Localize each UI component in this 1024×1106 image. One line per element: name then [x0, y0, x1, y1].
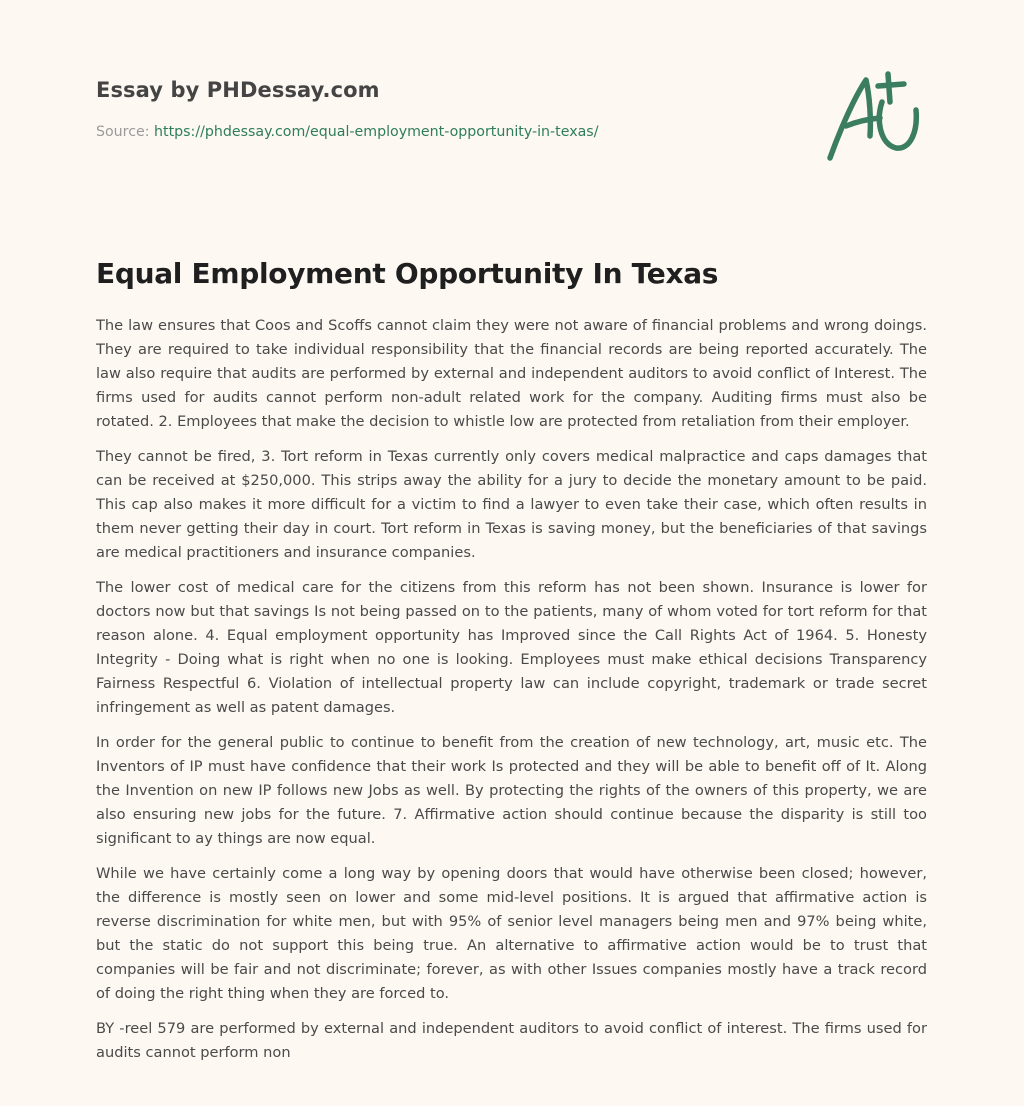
- page-header: [96, 74, 936, 140]
- essay-paragraph: The lower cost of medical care for the citizens from this reform has not been shown. Insurance is lower for doctors now but that savings Is not being passed on to the patients, many of whom voted for tort reform for that reason alone. 4. Equal employment opportunity has Improved since the Call Rights Act of 1964. 5. Honesty Integrity - Doing what is right when no one is looking. Employees must make ethical decisions Transparency Fairness Respectful 6. Violation of intellectual property law can include copyright, trademark or trade secret infringement as well as patent damages.: [96, 579, 927, 716]
- essay-title: Equal Employment Opportunity In Texas: [96, 257, 719, 290]
- source-link[interactable]: https://phdessay.com/equal-employment-opportunity-in-texas/: [154, 124, 599, 140]
- essay-paragraph: BY -reel 579 are performed by external and independent auditors to avoid conflict of interest. The firms used for audits cannot perform non: [96, 1020, 927, 1061]
- essay-paragraph: They cannot be fired, 3. Tort reform in Texas currently only covers medical malpractice and caps damages that can be received at $250,000. This strips away the ability for a jury to decide the monetary amount to be paid. This cap also makes it more difficult for a victim to find a lawyer to even take their case, which often results in them never getting their day in court. Tort reform in Texas is saving money, but the beneficiaries of that savings are medical practitioners and insurance companies.: [96, 448, 927, 561]
- site-brand: Essay by PHDessay.com: [96, 78, 380, 102]
- source-line: [96, 124, 598, 140]
- essay-paragraph: In order for the general public to continue to benefit from the creation of new technology, art, music etc. The Inventors of IP must have confidence that their work Is protected and they will be able to benefit off of It. Along the Invention on new IP follows new Jobs as well. By protecting the rights of the owners of this property, we are also ensuring new jobs for the future. 7. Affirmative action should continue because the disparity is still too significant to ay things are now equal.: [96, 734, 927, 847]
- source-label: Source:: [96, 124, 150, 140]
- essay-body: [96, 314, 927, 1076]
- essay-paragraph: While we have certainly come a long way by opening doors that would have otherwise been closed; however, the difference is mostly seen on lower and some mid-level positions. It is argued that affirmative action is reverse discrimination for white men, but with 95% of senior level managers being men and 97% being white, but the static do not support this being true. An alternative to affirmative action would be to trust that companies will be fair and not discriminate; forever, as with other Issues companies mostly have a track record of doing the right thing when they are forced to.: [96, 865, 927, 1002]
- essay-paragraph: The law ensures that Coos and Scoffs cannot claim they were not aware of financial problems and wrong doings. They are required to take individual responsibility that the financial records are being reported accurately. The law also require that audits are performed by external and independent auditors to avoid conflict of Interest. The firms used for audits cannot perform non-adult related work for the company. Auditing firms must also be rotated. 2. Employees that make the decision to whistle low are protected from retaliation from their employer.: [96, 317, 927, 430]
- a-plus-grade-icon: [822, 68, 926, 164]
